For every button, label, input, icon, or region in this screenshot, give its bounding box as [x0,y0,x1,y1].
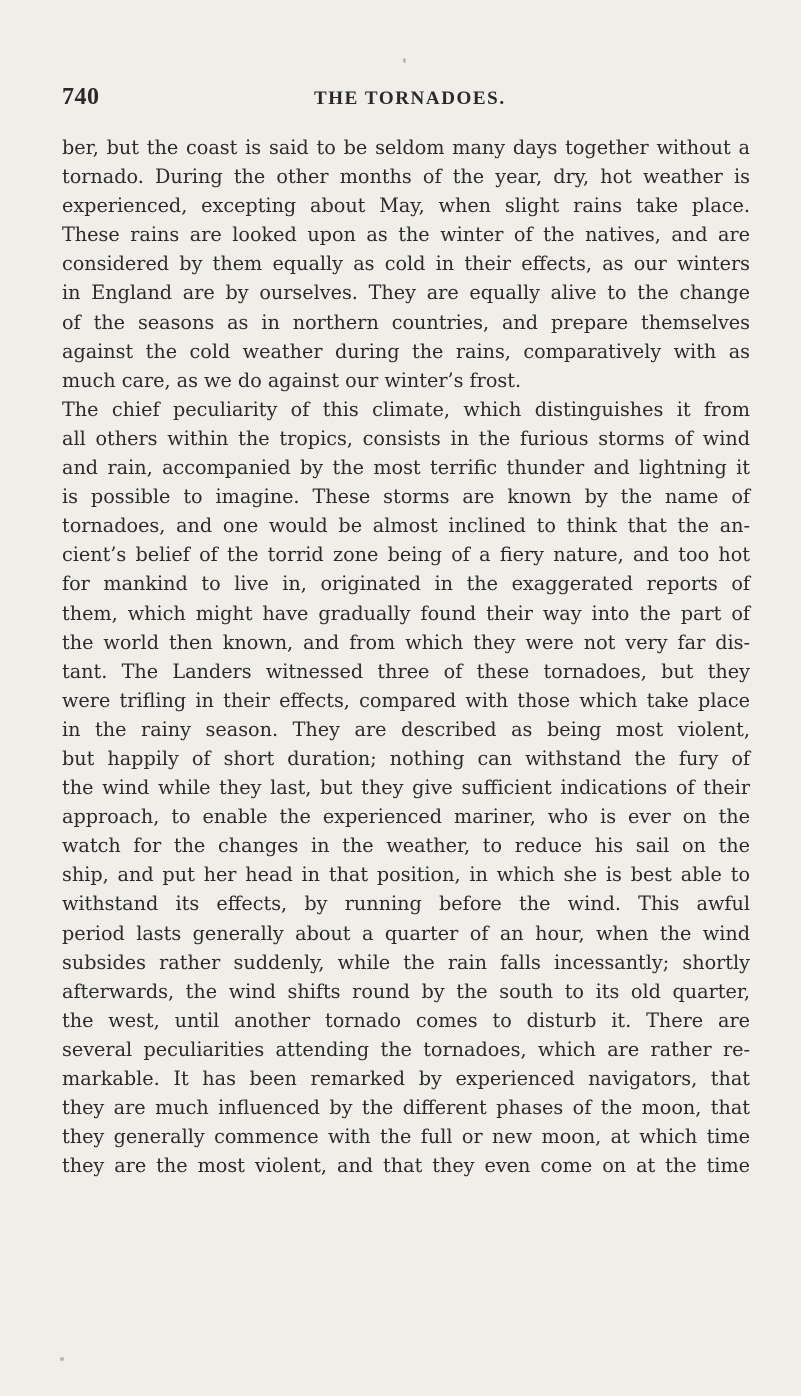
text-line: ship, and put her head in that position, in which she is best able to [62,863,750,887]
text-line: the world then known, and from which they were not very far dis- [62,630,750,654]
text-line: of the seasons as in northern countries, and prepare themselves [62,310,750,334]
text-line: much care, as we do against our winter’s frost. [62,368,522,392]
text-line: all others within the tropics, consists in the furious storms of wind [62,426,750,450]
text-line: is possible to imagine. These storms are known by the name of [62,485,750,509]
text-line: These rains are looked upon as the winter of the natives, and are [62,223,750,247]
text-line: them, which might have gradually found their way into the part of [62,601,750,625]
text-line: they generally commence with the full or new moon, at which time [62,1125,750,1149]
text-line: The chief peculiarity of this climate, which distinguishes it from [62,397,750,421]
text-line: in the rainy season. They are described as being most violent, [62,717,750,741]
text-line: withstand its effects, by running before the wind. This awful [62,892,750,916]
text-line: tornado. During the other months of the year, dry, hot weather is [62,165,750,189]
text-line: ber, but the coast is said to be seldom many days together without a [62,136,750,159]
text-line: cient’s belief of the torrid zone being of a fiery nature, and too hot [62,543,750,567]
paper-speck [60,1357,64,1361]
text-line: the west, until another tornado comes to disturb it. There are [62,1008,750,1032]
text-line: and rain, accompanied by the most terrific thunder and lightning it [62,456,750,480]
text-line: subsides rather suddenly, while the rain falls incessantly; shortly [62,950,750,974]
text-line: were trifling in their effects, compared with those which take place [62,688,750,712]
text-line: they are much influenced by the different phases of the moon, that [62,1096,750,1120]
text-line: they are the most violent, and that they even come on at the time [62,1154,750,1178]
text-line: several peculiarities attending the tornadoes, which are rather re- [62,1037,750,1061]
text-line: afterwards, the wind shifts round by the south to its old quarter, [62,979,750,1003]
paper-speck [403,58,406,63]
text-line: markable. It has been remarked by experienced navigators, that [62,1067,750,1090]
text-line: tant. The Landers witnessed three of these tornadoes, but they [62,659,750,683]
running-header [62,84,742,118]
text-line: approach, to enable the experienced mariner, who is ever on the [62,805,750,829]
text-line: considered by them equally as cold in their effects, as our winters [62,252,750,276]
text-line: in England are by ourselves. They are equally alive to the change [62,281,750,305]
body-text [62,133,750,1180]
text-line: the wind while they last, but they give sufficient indications of their [62,776,750,800]
text-line: period lasts generally about a quarter of an hour, when the wind [62,921,750,945]
text-line: experienced, excepting about May, when slight rains take place. [62,194,750,218]
text-line: watch for the changes in the weather, to reduce his sail on the [62,834,750,858]
running-title: THE TORNADOES. [314,88,506,109]
text-line: but happily of short duration; nothing can withstand the fury of [62,746,750,770]
page-number: 740 [62,84,100,110]
text-line: for mankind to live in, originated in the exaggerated reports of [62,572,750,596]
text-line: tornadoes, and one would be almost inclined to think that the an- [62,514,750,538]
text-line: against the cold weather during the rains, comparatively with as [62,339,750,363]
